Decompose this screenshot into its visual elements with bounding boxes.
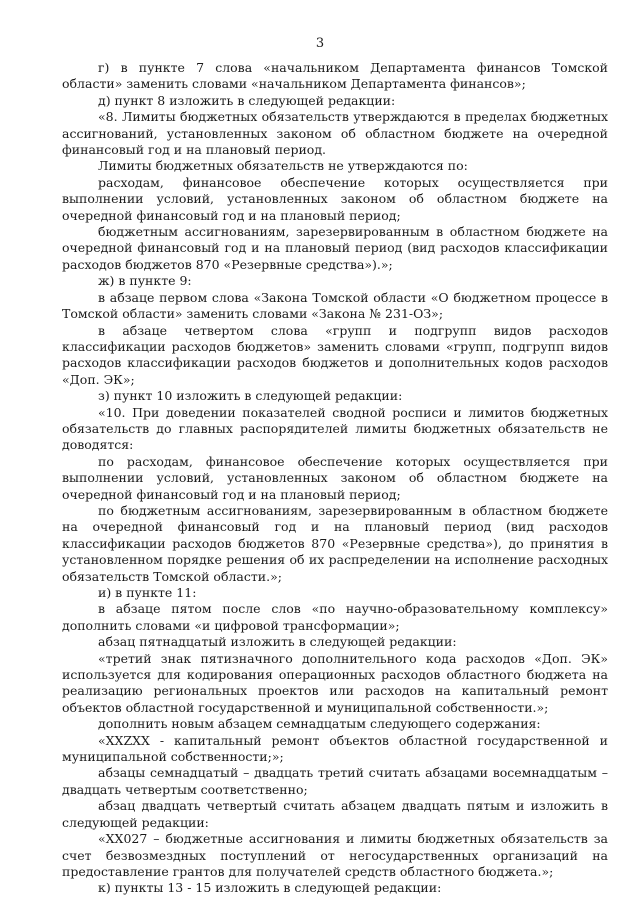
paragraph: дополнить новым абзацем семнадцатым следующего содержания: bbox=[98, 716, 541, 732]
paragraph: и) в пункте 11: bbox=[98, 585, 197, 600]
paragraph: г) в пункте 7 слова «начальником Департамента финансов Томской области» заменить словами «начальником Департамента финансов»; bbox=[62, 60, 608, 92]
paragraph: по бюджетным ассигнованиям, зарезервированным в областном бюджете на очередной финансовый год и на плановый период (вид расходов классификации расходов бюджетов 870 «Резервные средства»), до принятия в установленном порядке решения об их распределении на исполнение расходных обязательств Томской области.»; bbox=[62, 502, 608, 584]
paragraph: «XXZXX - капитальный ремонт объектов областной государственной и муниципальной собственности;»; bbox=[62, 732, 608, 765]
paragraph: абзацы семнадцатый – двадцать третий считать абзацами восемнадцатым – двадцать четвертым соответственно; bbox=[62, 765, 608, 797]
paragraph: в абзаце четвертом слова «групп и подгрупп видов расходов классификации расходов бюджетов» заменить словами «групп, подгрупп видов расходов классификации расходов бюджетов и дополнительных кодов расходов «Доп. ЭК»; bbox=[62, 322, 608, 387]
paragraph: «10. При доведении показателей сводной росписи и лимитов бюджетных обязательств до главных распорядителей лимиты бюджетных обязательств не доводятся: bbox=[62, 404, 608, 453]
paragraph: расходам, финансовое обеспечение которых осуществляется при выполнении условий, установленных законом об областном бюджете на очередной финансовый год и на плановый период; bbox=[62, 174, 608, 223]
document-body bbox=[62, 60, 608, 897]
paragraph: в абзаце пятом после слов «по научно-образовательному комплексу» дополнить словами «и цифровой трансформации»; bbox=[62, 601, 608, 633]
paragraph: д) пункт 8 изложить в следующей редакции: bbox=[98, 92, 396, 108]
paragraph: бюджетным ассигнованиям, зарезервированным в областном бюджете на очередной финансовый год и на плановый период (вид расходов классификации расходов бюджетов 870 «Резервные средства»).»; bbox=[62, 224, 608, 272]
paragraph: в абзаце первом слова «Закона Томской области «О бюджетном процессе в Томской области» заменить словами «Закона № 231-ОЗ»; bbox=[62, 289, 608, 322]
paragraph: абзац пятнадцатый изложить в следующей редакции: bbox=[98, 634, 457, 650]
paragraph: «третий знак пятизначного дополнительного кода расходов «Доп. ЭК» используется для кодирования операционных расходов областного бюджета на реализацию региональных проектов или расходов на капитальный ремонт объектов областной государственной и муниципальной собственности.»; bbox=[62, 650, 608, 715]
paragraph: «8. Лимиты бюджетных обязательств утверждаются в пределах бюджетных ассигнований, установленных законом об областном бюджете на очередной финансовый год и на плановый период. bbox=[62, 109, 608, 158]
paragraph: по расходам, финансовое обеспечение которых осуществляется при выполнении условий, установленных законом об областном бюджете на очередной финансовый год и на плановый период; bbox=[62, 453, 608, 502]
paragraph: к) пункты 13 - 15 изложить в следующей редакции: bbox=[98, 880, 442, 896]
paragraph: Лимиты бюджетных обязательств не утверждаются по: bbox=[98, 158, 468, 174]
paragraph: «XX027 – бюджетные ассигнования и лимиты бюджетных обязательств за счет безвозмездных поступлений от негосударственных организаций на предоставление грантов для получателей средств областного бюджета.»; bbox=[62, 831, 608, 879]
paragraph: абзац двадцать четвертый считать абзацем двадцать пятым и изложить в следующей редакции: bbox=[62, 798, 608, 830]
paragraph: ж) в пункте 9: bbox=[98, 273, 192, 289]
page-number: 3 bbox=[315, 36, 325, 51]
paragraph: з) пункт 10 изложить в следующей редакции: bbox=[98, 388, 403, 404]
